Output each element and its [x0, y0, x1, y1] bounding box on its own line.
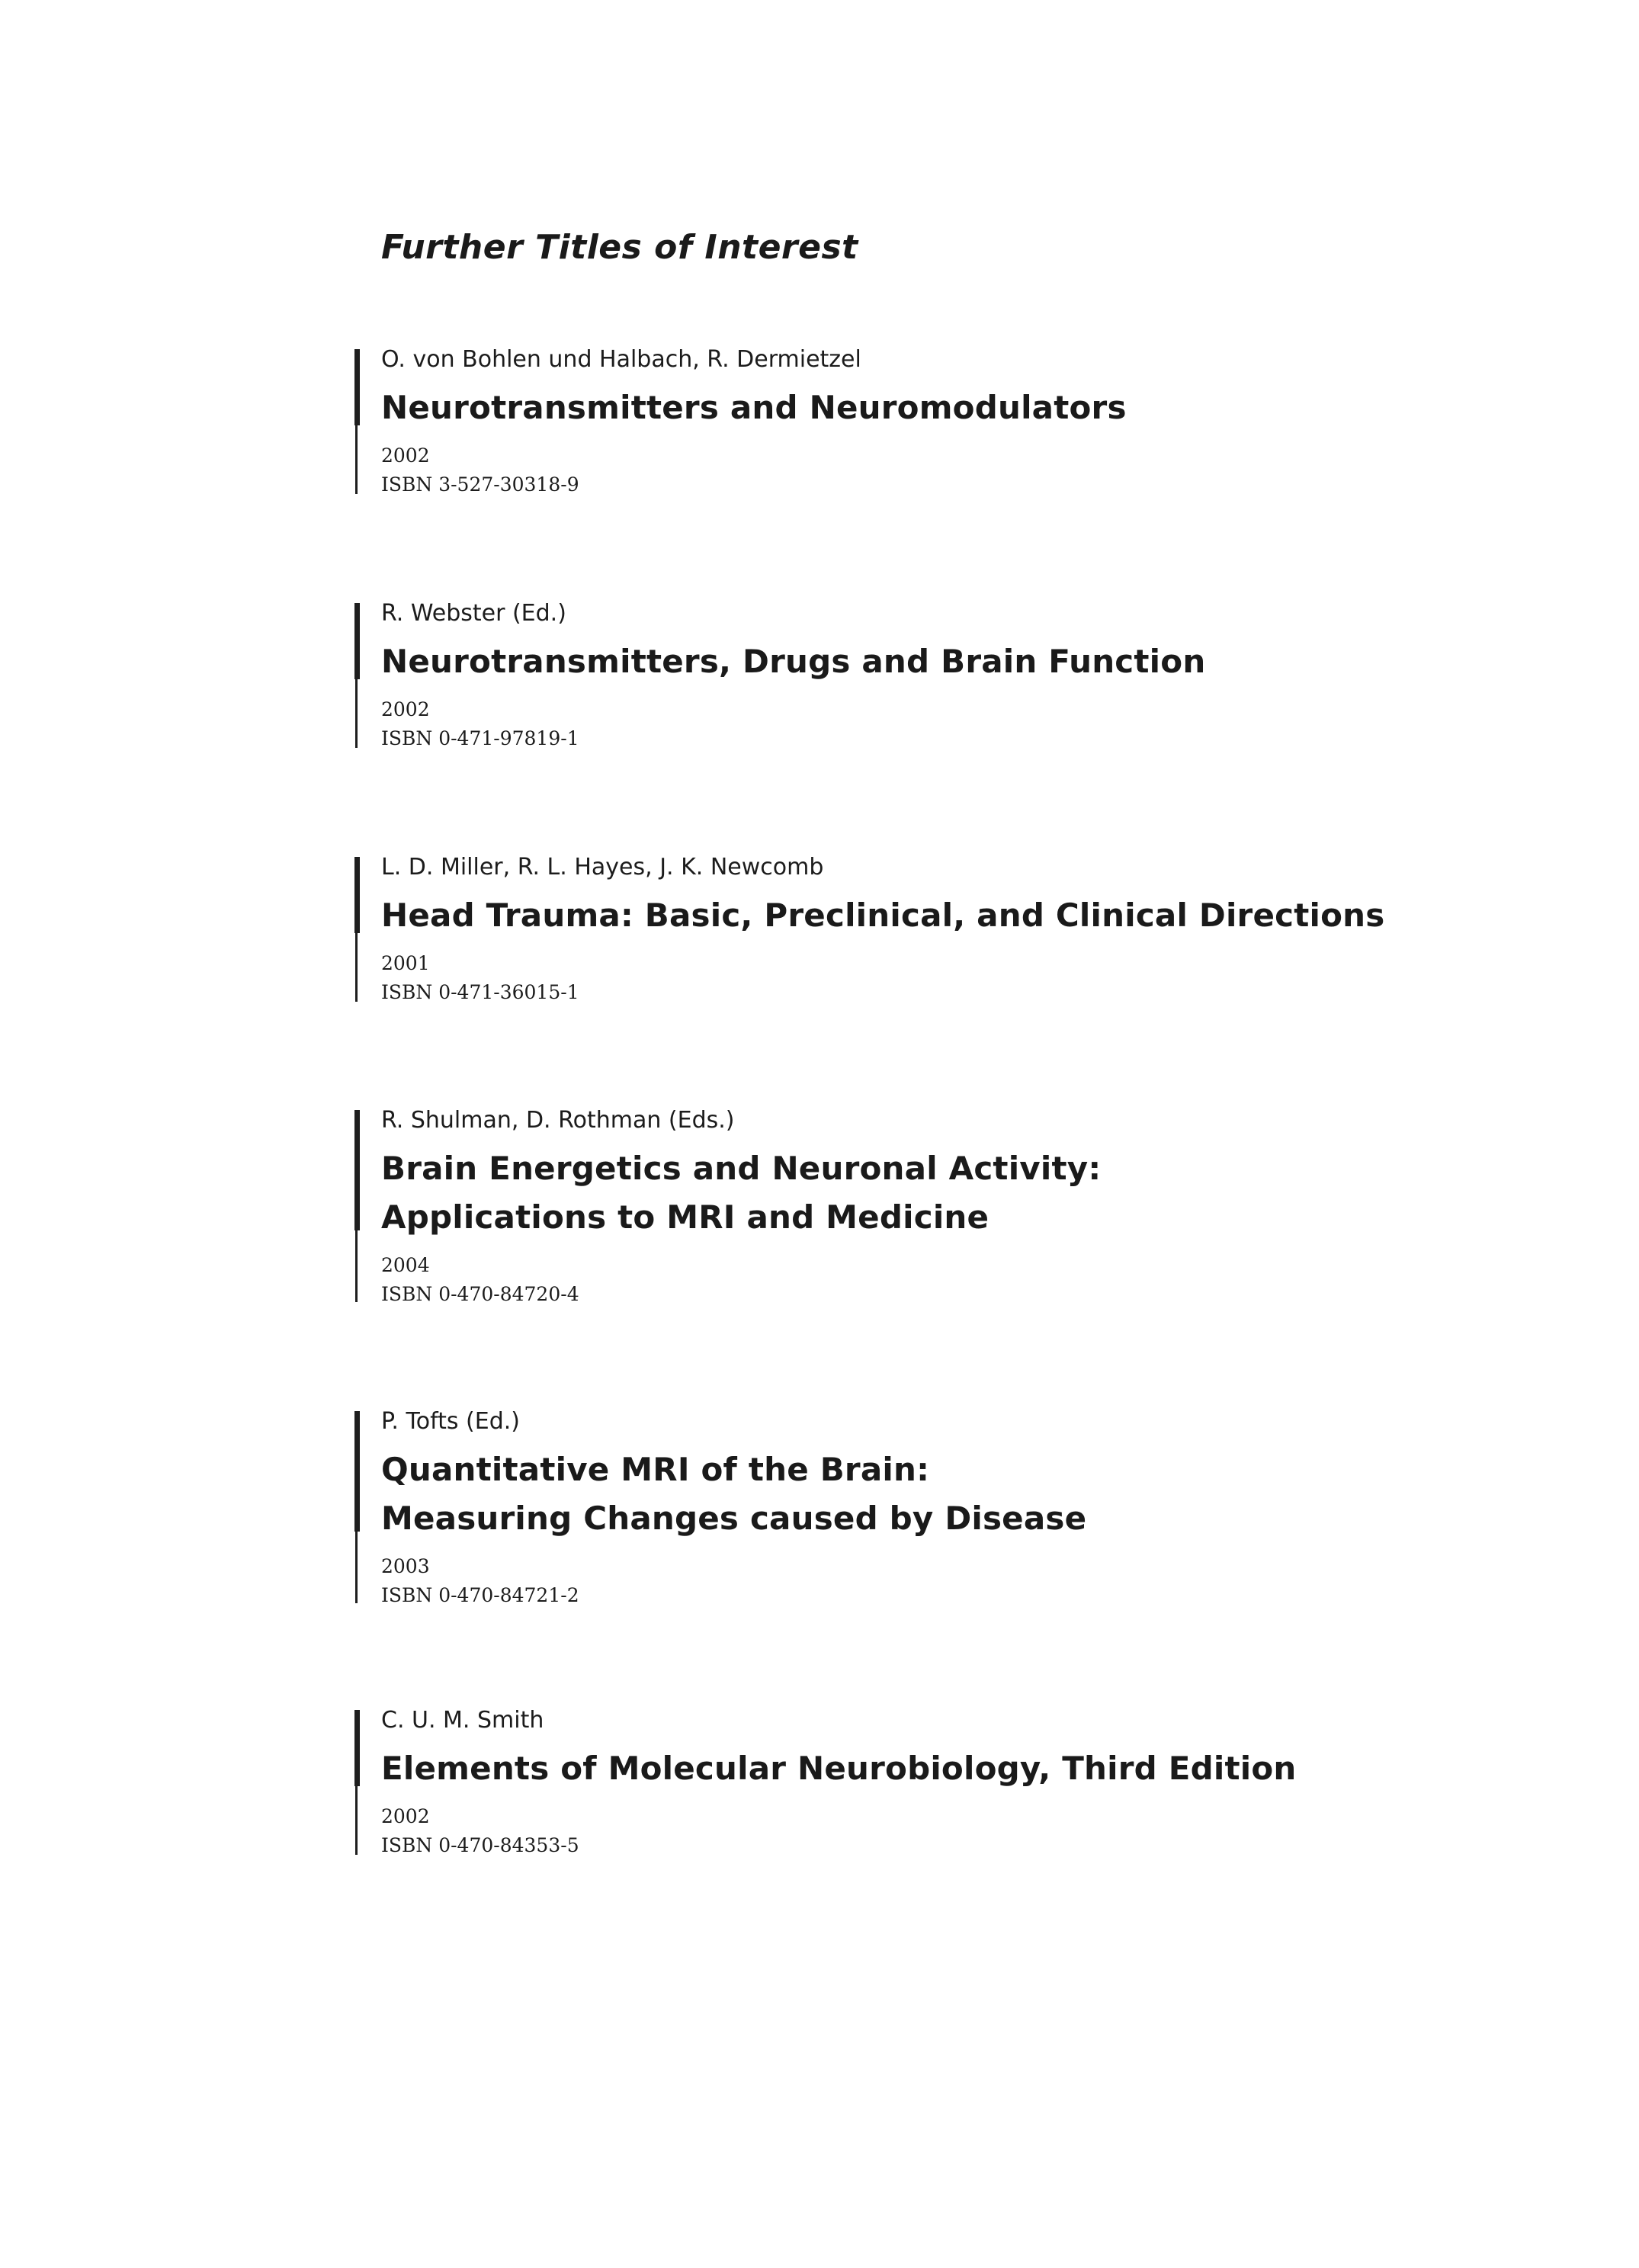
book-title-line-1: Brain Energetics and Neuronal Activity: [381, 1150, 1102, 1187]
entry-marker-thick [354, 349, 360, 425]
entry-marker-thin [355, 425, 358, 494]
book-title-line-2: Applications to MRI and Medicine [381, 1198, 989, 1236]
book-title-line-2: Measuring Changes caused by Disease [381, 1500, 1087, 1537]
book-isbn: ISBN 0-471-36015-1 [381, 981, 579, 1003]
book-isbn: ISBN 0-470-84353-5 [381, 1834, 579, 1856]
entry-marker-thick [354, 857, 360, 933]
book-isbn: ISBN 0-470-84721-2 [381, 1584, 579, 1606]
book-authors: L. D. Miller, R. L. Hayes, J. K. Newcomb [381, 854, 824, 881]
entry-marker-thin [355, 679, 358, 748]
entry-marker-thick [354, 1411, 360, 1532]
book-title: Neurotransmitters, Drugs and Brain Function [381, 643, 1206, 680]
book-authors: R. Shulman, D. Rothman (Eds.) [381, 1107, 735, 1134]
book-isbn: ISBN 0-470-84720-4 [381, 1283, 579, 1305]
entry-marker-thick [354, 1110, 360, 1230]
entry-marker-thin [355, 933, 358, 1002]
book-year: 2001 [381, 952, 430, 974]
book-year: 2002 [381, 1805, 430, 1827]
book-year: 2002 [381, 444, 430, 467]
book-year: 2003 [381, 1555, 430, 1577]
entry-marker-thin [355, 1786, 358, 1855]
book-authors: R. Webster (Ed.) [381, 600, 566, 627]
book-year: 2004 [381, 1254, 430, 1276]
entry-marker-thin [355, 1230, 358, 1302]
book-authors: O. von Bohlen und Halbach, R. Dermietzel [381, 346, 861, 373]
book-isbn: ISBN 0-471-97819-1 [381, 727, 579, 749]
book-authors: C. U. M. Smith [381, 1707, 544, 1734]
book-title: Elements of Molecular Neurobiology, Third Edition [381, 1750, 1297, 1787]
book-title: Neurotransmitters and Neuromodulators [381, 389, 1127, 426]
book-title-line-1: Quantitative MRI of the Brain: [381, 1451, 930, 1488]
entry-marker-thick [354, 603, 360, 679]
book-isbn: ISBN 3-527-30318-9 [381, 473, 579, 496]
entry-marker-thin [355, 1532, 358, 1603]
book-year: 2002 [381, 698, 430, 720]
book-authors: P. Tofts (Ed.) [381, 1408, 520, 1435]
entry-marker-thick [354, 1710, 360, 1786]
page-title: Further Titles of Interest [381, 228, 858, 267]
book-title: Head Trauma: Basic, Preclinical, and Clinical Directions [381, 897, 1385, 934]
